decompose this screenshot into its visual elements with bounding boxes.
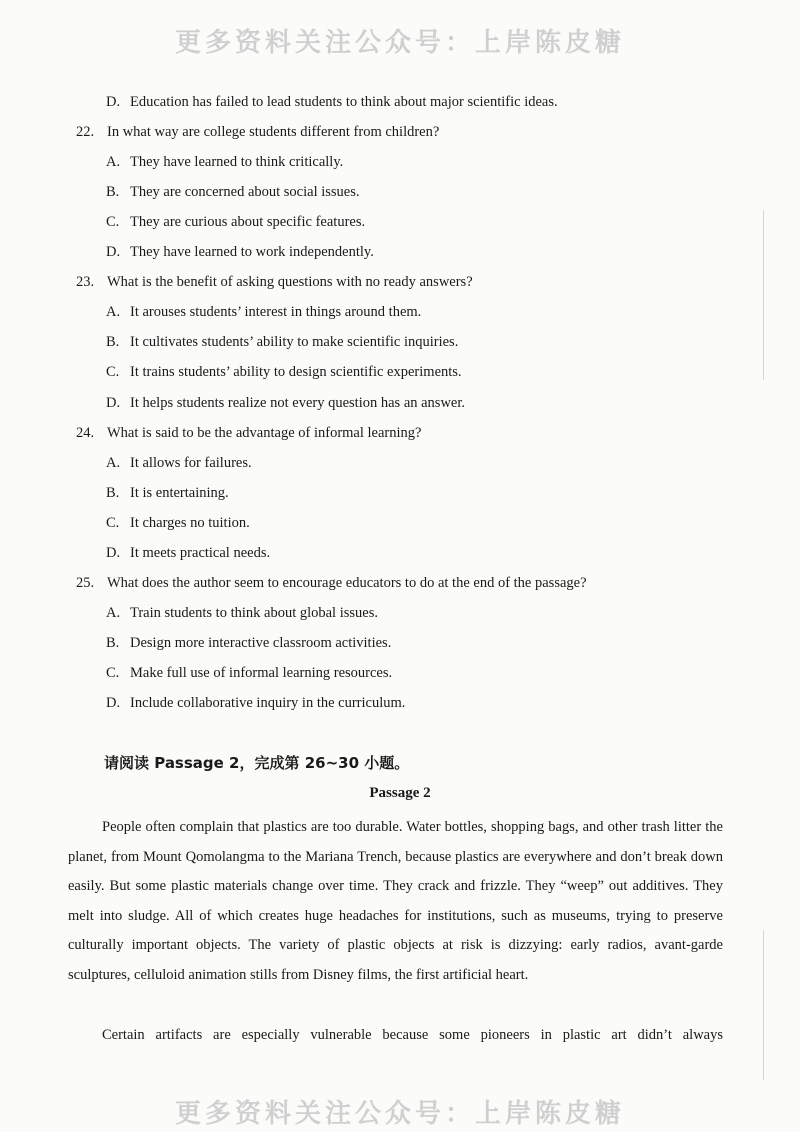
- option-text: It meets practical needs.: [130, 545, 271, 561]
- option-letter: A.: [106, 455, 121, 471]
- passage-paragraph: People often complain that plastics are too durable. Water bottles, shopping bags, and other trash litter the planet, from Mount Qomolangma to the Mariana Trench, because plastics are everywhere and don’t break down easily. But some plastic materials change over time. They crack and frizzle. They “weep” out additives. They melt into sludge. All of which creates huge headaches for institutions, such as museums, trying to preserve culturally important objects. The variety of plastic objects at risk is dizzying: early radios, avant-garde sculptures, celluloid animation stills from Disney films, the first artificial heart.: [68, 819, 723, 983]
- option-text: Train students to think about global issues.: [130, 605, 378, 621]
- answer-option: [106, 153, 343, 171]
- option-letter: B.: [106, 635, 120, 651]
- scan-margin-line: [763, 930, 764, 1080]
- option-text: It helps students realize not every question has an answer.: [130, 395, 466, 411]
- option-text: They have learned to work independently.: [130, 244, 374, 260]
- option-letter: B.: [106, 485, 120, 501]
- answer-option: [106, 544, 270, 562]
- watermark-top: 更多资料关注公众号：上岸陈皮糖: [174, 28, 625, 58]
- option-letter: D.: [106, 545, 121, 561]
- option-text: They are concerned about social issues.: [130, 184, 360, 200]
- option-letter: C.: [106, 214, 120, 230]
- scan-margin-line: [763, 210, 764, 380]
- option-text: Include collaborative inquiry in the curriculum.: [130, 695, 406, 711]
- option-text: Education has failed to lead students to think about major scientific ideas.: [130, 94, 558, 110]
- option-letter: A.: [106, 304, 121, 320]
- question-stem: [76, 123, 439, 141]
- answer-option: [106, 303, 421, 321]
- answer-option: [106, 394, 465, 412]
- option-text: It cultivates students’ ability to make scientific inquiries.: [130, 334, 459, 350]
- answer-option: [106, 604, 378, 622]
- question-text: What is said to be the advantage of informal learning?: [107, 425, 422, 441]
- answer-option: [106, 183, 360, 201]
- option-letter: A.: [106, 154, 121, 170]
- answer-option: [106, 484, 229, 502]
- option-text: They have learned to think critically.: [130, 154, 344, 170]
- option-text: It charges no tuition.: [130, 515, 250, 531]
- watermark-bottom: 更多资料关注公众号：上岸陈皮糖: [174, 1099, 625, 1129]
- option-text: They are curious about specific features.: [130, 214, 366, 230]
- passage-paragraph: Certain artifacts are especially vulnerable because some pioneers in plastic art didn’t always: [102, 1027, 723, 1043]
- option-text: It is entertaining.: [130, 485, 229, 501]
- section-instruction: 请阅读 Passage 2，完成第 26~30 小题。: [104, 754, 410, 772]
- answer-option: [106, 664, 392, 682]
- option-letter: B.: [106, 184, 120, 200]
- option-letter: C.: [106, 665, 120, 681]
- question-number: 22.: [76, 124, 95, 140]
- option-text: It allows for failures.: [130, 455, 252, 471]
- question-text: What does the author seem to encourage educators to do at the end of the passage?: [107, 575, 587, 591]
- question-text: What is the benefit of asking questions with no ready answers?: [107, 274, 473, 290]
- option-letter: C.: [106, 515, 120, 531]
- answer-option: [106, 213, 365, 231]
- question-stem: [76, 574, 587, 592]
- option-text: Design more interactive classroom activities.: [130, 635, 392, 651]
- answer-option: [106, 93, 558, 111]
- question-stem: [76, 424, 421, 442]
- option-letter: B.: [106, 334, 120, 350]
- answer-option: [106, 514, 250, 532]
- option-letter: D.: [106, 695, 121, 711]
- question-number: 23.: [76, 274, 95, 290]
- question-number: 25.: [76, 575, 95, 591]
- option-letter: D.: [106, 244, 121, 260]
- answer-option: [106, 333, 458, 351]
- answer-option: [106, 454, 252, 472]
- option-text: It trains students’ ability to design scientific experiments.: [130, 364, 462, 380]
- option-letter: D.: [106, 94, 121, 110]
- option-letter: C.: [106, 364, 120, 380]
- question-text: In what way are college students different from children?: [107, 124, 440, 140]
- answer-option: [106, 243, 374, 261]
- option-letter: A.: [106, 605, 121, 621]
- option-text: It arouses students’ interest in things around them.: [130, 304, 422, 320]
- option-text: Make full use of informal learning resources.: [130, 665, 393, 681]
- option-letter: D.: [106, 395, 121, 411]
- question-number: 24.: [76, 425, 95, 441]
- answer-option: [106, 634, 391, 652]
- question-stem: [76, 273, 473, 291]
- answer-option: [106, 694, 405, 712]
- passage-title: Passage 2: [369, 785, 431, 801]
- answer-option: [106, 363, 462, 381]
